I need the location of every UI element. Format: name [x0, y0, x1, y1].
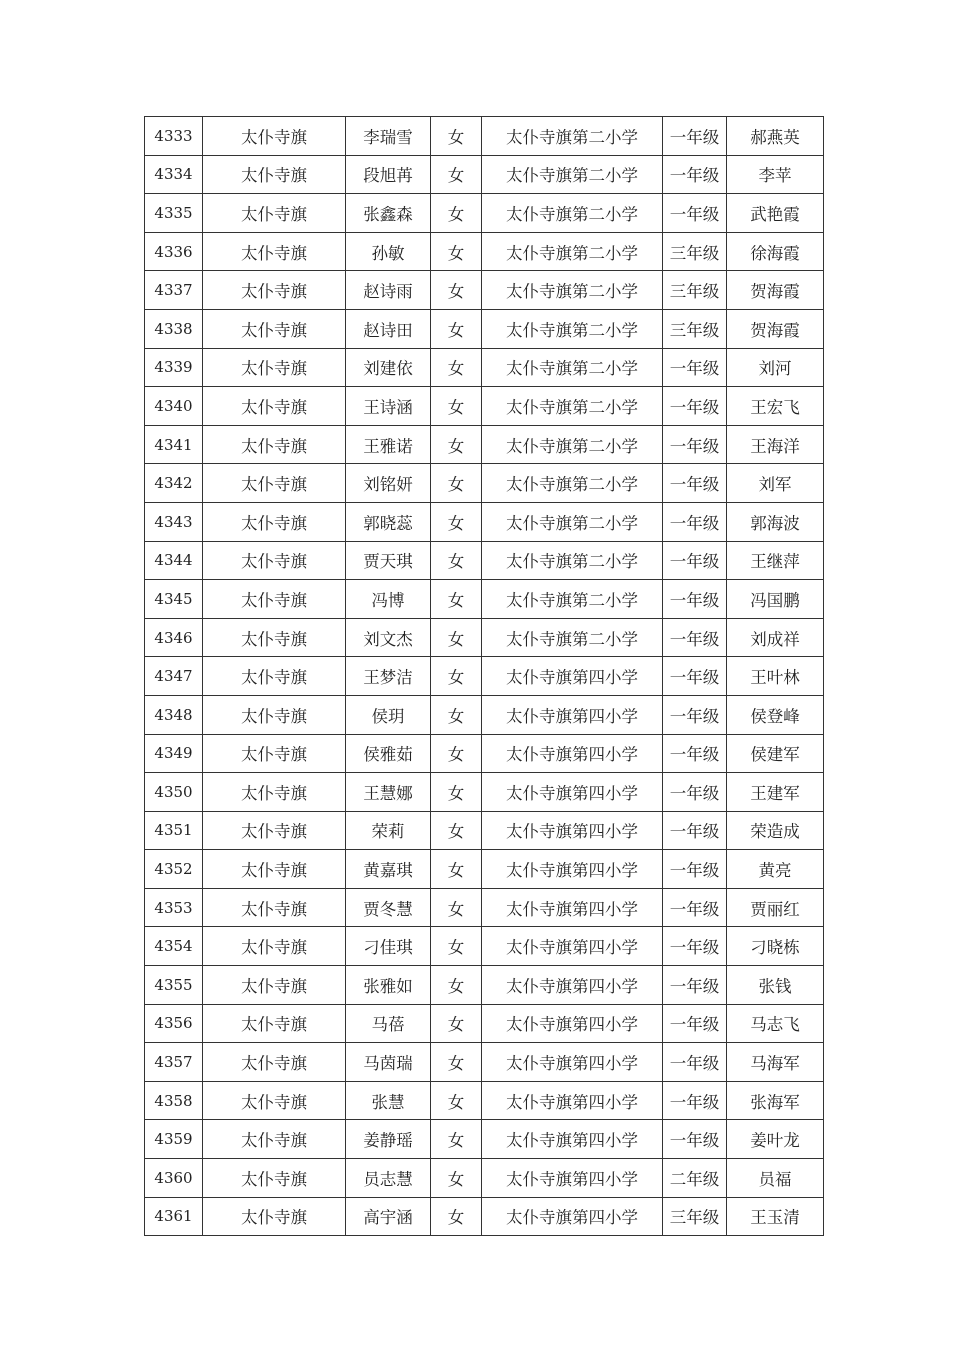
- row-number: 4335: [145, 194, 203, 233]
- guardian-name-cell: 王宏飞: [727, 387, 824, 426]
- school-cell: 太仆寺旗第四小学: [482, 850, 663, 889]
- guardian-name-cell: 马志飞: [727, 1004, 824, 1043]
- banner-cell: 太仆寺旗: [203, 811, 346, 850]
- banner-cell: 太仆寺旗: [203, 657, 346, 696]
- grade-cell: 一年级: [663, 580, 727, 619]
- grade-cell: 一年级: [663, 194, 727, 233]
- grade-cell: 一年级: [663, 155, 727, 194]
- table-row: [145, 348, 824, 387]
- student-name-cell: 孙敏: [346, 232, 431, 271]
- grade-cell: 一年级: [663, 657, 727, 696]
- gender-cell: 女: [431, 657, 482, 696]
- grade-cell: 一年级: [663, 927, 727, 966]
- student-name-cell: 段旭苒: [346, 155, 431, 194]
- table-row: [145, 155, 824, 194]
- school-cell: 太仆寺旗第二小学: [482, 580, 663, 619]
- banner-cell: 太仆寺旗: [203, 502, 346, 541]
- table-row: [145, 657, 824, 696]
- gender-cell: 女: [431, 966, 482, 1005]
- table-row: [145, 1159, 824, 1198]
- gender-cell: 女: [431, 773, 482, 812]
- row-number: 4333: [145, 117, 203, 156]
- school-cell: 太仆寺旗第四小学: [482, 811, 663, 850]
- student-name-cell: 王慧娜: [346, 773, 431, 812]
- school-cell: 太仆寺旗第四小学: [482, 888, 663, 927]
- guardian-name-cell: 郝燕英: [727, 117, 824, 156]
- table-row: [145, 618, 824, 657]
- guardian-name-cell: 刘成祥: [727, 618, 824, 657]
- row-number: 4336: [145, 232, 203, 271]
- banner-cell: 太仆寺旗: [203, 1081, 346, 1120]
- gender-cell: 女: [431, 1043, 482, 1082]
- grade-cell: 一年级: [663, 541, 727, 580]
- student-name-cell: 侯玥: [346, 695, 431, 734]
- guardian-name-cell: 武艳霞: [727, 194, 824, 233]
- grade-cell: 一年级: [663, 387, 727, 426]
- student-name-cell: 刘文杰: [346, 618, 431, 657]
- banner-cell: 太仆寺旗: [203, 194, 346, 233]
- row-number: 4338: [145, 309, 203, 348]
- student-name-cell: 张慧: [346, 1081, 431, 1120]
- grade-cell: 一年级: [663, 464, 727, 503]
- guardian-name-cell: 王玉清: [727, 1197, 824, 1236]
- grade-cell: 一年级: [663, 502, 727, 541]
- guardian-name-cell: 王建军: [727, 773, 824, 812]
- grade-cell: 三年级: [663, 271, 727, 310]
- row-number: 4342: [145, 464, 203, 503]
- student-name-cell: 郭晓蕊: [346, 502, 431, 541]
- student-name-cell: 姜静瑶: [346, 1120, 431, 1159]
- guardian-name-cell: 刘河: [727, 348, 824, 387]
- grade-cell: 一年级: [663, 425, 727, 464]
- school-cell: 太仆寺旗第四小学: [482, 695, 663, 734]
- school-cell: 太仆寺旗第二小学: [482, 618, 663, 657]
- row-number: 4341: [145, 425, 203, 464]
- row-number: 4344: [145, 541, 203, 580]
- row-number: 4352: [145, 850, 203, 889]
- gender-cell: 女: [431, 1159, 482, 1198]
- guardian-name-cell: 王叶林: [727, 657, 824, 696]
- banner-cell: 太仆寺旗: [203, 348, 346, 387]
- gender-cell: 女: [431, 1004, 482, 1043]
- banner-cell: 太仆寺旗: [203, 541, 346, 580]
- row-number: 4339: [145, 348, 203, 387]
- banner-cell: 太仆寺旗: [203, 618, 346, 657]
- student-name-cell: 高宇涵: [346, 1197, 431, 1236]
- student-name-cell: 刘建依: [346, 348, 431, 387]
- guardian-name-cell: 马海军: [727, 1043, 824, 1082]
- student-name-cell: 张雅如: [346, 966, 431, 1005]
- table-row: [145, 425, 824, 464]
- roster-table: [144, 116, 824, 1236]
- grade-cell: 一年级: [663, 734, 727, 773]
- guardian-name-cell: 贺海霞: [727, 309, 824, 348]
- banner-cell: 太仆寺旗: [203, 387, 346, 426]
- banner-cell: 太仆寺旗: [203, 888, 346, 927]
- school-cell: 太仆寺旗第二小学: [482, 387, 663, 426]
- table-row: [145, 271, 824, 310]
- table-row: [145, 387, 824, 426]
- student-name-cell: 侯雅茹: [346, 734, 431, 773]
- student-name-cell: 员志慧: [346, 1159, 431, 1198]
- student-name-cell: 赵诗田: [346, 309, 431, 348]
- gender-cell: 女: [431, 927, 482, 966]
- student-name-cell: 黄嘉琪: [346, 850, 431, 889]
- gender-cell: 女: [431, 271, 482, 310]
- row-number: 4355: [145, 966, 203, 1005]
- banner-cell: 太仆寺旗: [203, 232, 346, 271]
- school-cell: 太仆寺旗第四小学: [482, 1120, 663, 1159]
- school-cell: 太仆寺旗第四小学: [482, 1004, 663, 1043]
- student-name-cell: 荣莉: [346, 811, 431, 850]
- row-number: 4348: [145, 695, 203, 734]
- gender-cell: 女: [431, 734, 482, 773]
- guardian-name-cell: 郭海波: [727, 502, 824, 541]
- guardian-name-cell: 李苹: [727, 155, 824, 194]
- student-name-cell: 李瑞雪: [346, 117, 431, 156]
- table-row: [145, 811, 824, 850]
- grade-cell: 一年级: [663, 1081, 727, 1120]
- banner-cell: 太仆寺旗: [203, 966, 346, 1005]
- table-row: [145, 966, 824, 1005]
- school-cell: 太仆寺旗第四小学: [482, 1043, 663, 1082]
- table-row: [145, 194, 824, 233]
- banner-cell: 太仆寺旗: [203, 927, 346, 966]
- guardian-name-cell: 黄亮: [727, 850, 824, 889]
- student-name-cell: 赵诗雨: [346, 271, 431, 310]
- row-number: 4349: [145, 734, 203, 773]
- row-number: 4358: [145, 1081, 203, 1120]
- guardian-name-cell: 姜叶龙: [727, 1120, 824, 1159]
- school-cell: 太仆寺旗第四小学: [482, 657, 663, 696]
- guardian-name-cell: 贾丽红: [727, 888, 824, 927]
- school-cell: 太仆寺旗第四小学: [482, 966, 663, 1005]
- student-name-cell: 马蓓: [346, 1004, 431, 1043]
- table-row: [145, 1004, 824, 1043]
- grade-cell: 一年级: [663, 811, 727, 850]
- table-row: [145, 502, 824, 541]
- table-row: [145, 232, 824, 271]
- guardian-name-cell: 刘军: [727, 464, 824, 503]
- table-row: [145, 1081, 824, 1120]
- banner-cell: 太仆寺旗: [203, 734, 346, 773]
- table-row: [145, 695, 824, 734]
- gender-cell: 女: [431, 502, 482, 541]
- banner-cell: 太仆寺旗: [203, 271, 346, 310]
- school-cell: 太仆寺旗第四小学: [482, 927, 663, 966]
- banner-cell: 太仆寺旗: [203, 464, 346, 503]
- gender-cell: 女: [431, 464, 482, 503]
- row-number: 4360: [145, 1159, 203, 1198]
- banner-cell: 太仆寺旗: [203, 309, 346, 348]
- row-number: 4357: [145, 1043, 203, 1082]
- row-number: 4350: [145, 773, 203, 812]
- banner-cell: 太仆寺旗: [203, 1159, 346, 1198]
- student-name-cell: 王诗涵: [346, 387, 431, 426]
- grade-cell: 一年级: [663, 348, 727, 387]
- banner-cell: 太仆寺旗: [203, 1120, 346, 1159]
- banner-cell: 太仆寺旗: [203, 1197, 346, 1236]
- table-row: [145, 117, 824, 156]
- school-cell: 太仆寺旗第二小学: [482, 232, 663, 271]
- table-row: [145, 773, 824, 812]
- table-row: [145, 888, 824, 927]
- grade-cell: 三年级: [663, 309, 727, 348]
- guardian-name-cell: 徐海霞: [727, 232, 824, 271]
- grade-cell: 一年级: [663, 850, 727, 889]
- school-cell: 太仆寺旗第四小学: [482, 773, 663, 812]
- row-number: 4346: [145, 618, 203, 657]
- gender-cell: 女: [431, 541, 482, 580]
- school-cell: 太仆寺旗第二小学: [482, 541, 663, 580]
- roster-body: [145, 117, 824, 1236]
- school-cell: 太仆寺旗第四小学: [482, 1197, 663, 1236]
- table-row: [145, 1043, 824, 1082]
- guardian-name-cell: 王海洋: [727, 425, 824, 464]
- gender-cell: 女: [431, 811, 482, 850]
- banner-cell: 太仆寺旗: [203, 1004, 346, 1043]
- school-cell: 太仆寺旗第二小学: [482, 464, 663, 503]
- gender-cell: 女: [431, 1081, 482, 1120]
- gender-cell: 女: [431, 309, 482, 348]
- banner-cell: 太仆寺旗: [203, 117, 346, 156]
- banner-cell: 太仆寺旗: [203, 1043, 346, 1082]
- student-name-cell: 张鑫森: [346, 194, 431, 233]
- guardian-name-cell: 冯国鹏: [727, 580, 824, 619]
- table-row: [145, 464, 824, 503]
- gender-cell: 女: [431, 888, 482, 927]
- student-name-cell: 刘铭妍: [346, 464, 431, 503]
- banner-cell: 太仆寺旗: [203, 155, 346, 194]
- banner-cell: 太仆寺旗: [203, 425, 346, 464]
- row-number: 4347: [145, 657, 203, 696]
- school-cell: 太仆寺旗第二小学: [482, 117, 663, 156]
- table-row: [145, 850, 824, 889]
- grade-cell: 一年级: [663, 773, 727, 812]
- gender-cell: 女: [431, 117, 482, 156]
- grade-cell: 二年级: [663, 1159, 727, 1198]
- grade-cell: 三年级: [663, 1197, 727, 1236]
- guardian-name-cell: 荣造成: [727, 811, 824, 850]
- gender-cell: 女: [431, 348, 482, 387]
- guardian-name-cell: 侯建军: [727, 734, 824, 773]
- guardian-name-cell: 刁晓栋: [727, 927, 824, 966]
- school-cell: 太仆寺旗第二小学: [482, 348, 663, 387]
- row-number: 4334: [145, 155, 203, 194]
- student-name-cell: 王雅诺: [346, 425, 431, 464]
- guardian-name-cell: 侯登峰: [727, 695, 824, 734]
- grade-cell: 一年级: [663, 618, 727, 657]
- gender-cell: 女: [431, 425, 482, 464]
- gender-cell: 女: [431, 1120, 482, 1159]
- table-row: [145, 734, 824, 773]
- grade-cell: 一年级: [663, 1120, 727, 1159]
- table-row: [145, 309, 824, 348]
- row-number: 4361: [145, 1197, 203, 1236]
- gender-cell: 女: [431, 580, 482, 619]
- student-name-cell: 冯博: [346, 580, 431, 619]
- grade-cell: 一年级: [663, 1043, 727, 1082]
- school-cell: 太仆寺旗第二小学: [482, 155, 663, 194]
- table-row: [145, 580, 824, 619]
- banner-cell: 太仆寺旗: [203, 850, 346, 889]
- row-number: 4354: [145, 927, 203, 966]
- row-number: 4353: [145, 888, 203, 927]
- banner-cell: 太仆寺旗: [203, 773, 346, 812]
- student-name-cell: 王梦洁: [346, 657, 431, 696]
- school-cell: 太仆寺旗第二小学: [482, 425, 663, 464]
- gender-cell: 女: [431, 618, 482, 657]
- student-name-cell: 马茵瑞: [346, 1043, 431, 1082]
- grade-cell: 一年级: [663, 117, 727, 156]
- gender-cell: 女: [431, 850, 482, 889]
- guardian-name-cell: 王继萍: [727, 541, 824, 580]
- row-number: 4359: [145, 1120, 203, 1159]
- guardian-name-cell: 张钱: [727, 966, 824, 1005]
- gender-cell: 女: [431, 1197, 482, 1236]
- row-number: 4343: [145, 502, 203, 541]
- table-row: [145, 541, 824, 580]
- grade-cell: 一年级: [663, 695, 727, 734]
- school-cell: 太仆寺旗第四小学: [482, 734, 663, 773]
- grade-cell: 一年级: [663, 966, 727, 1005]
- school-cell: 太仆寺旗第二小学: [482, 309, 663, 348]
- gender-cell: 女: [431, 155, 482, 194]
- row-number: 4345: [145, 580, 203, 619]
- banner-cell: 太仆寺旗: [203, 580, 346, 619]
- student-name-cell: 贾天琪: [346, 541, 431, 580]
- gender-cell: 女: [431, 194, 482, 233]
- table-row: [145, 1197, 824, 1236]
- student-name-cell: 刁佳琪: [346, 927, 431, 966]
- row-number: 4356: [145, 1004, 203, 1043]
- row-number: 4351: [145, 811, 203, 850]
- school-cell: 太仆寺旗第二小学: [482, 502, 663, 541]
- school-cell: 太仆寺旗第四小学: [482, 1081, 663, 1120]
- school-cell: 太仆寺旗第四小学: [482, 1159, 663, 1198]
- school-cell: 太仆寺旗第二小学: [482, 194, 663, 233]
- gender-cell: 女: [431, 387, 482, 426]
- table-row: [145, 927, 824, 966]
- gender-cell: 女: [431, 232, 482, 271]
- grade-cell: 一年级: [663, 888, 727, 927]
- row-number: 4337: [145, 271, 203, 310]
- table-row: [145, 1120, 824, 1159]
- student-name-cell: 贾冬慧: [346, 888, 431, 927]
- school-cell: 太仆寺旗第二小学: [482, 271, 663, 310]
- row-number: 4340: [145, 387, 203, 426]
- guardian-name-cell: 张海军: [727, 1081, 824, 1120]
- guardian-name-cell: 贺海霞: [727, 271, 824, 310]
- banner-cell: 太仆寺旗: [203, 695, 346, 734]
- grade-cell: 三年级: [663, 232, 727, 271]
- grade-cell: 一年级: [663, 1004, 727, 1043]
- gender-cell: 女: [431, 695, 482, 734]
- guardian-name-cell: 员福: [727, 1159, 824, 1198]
